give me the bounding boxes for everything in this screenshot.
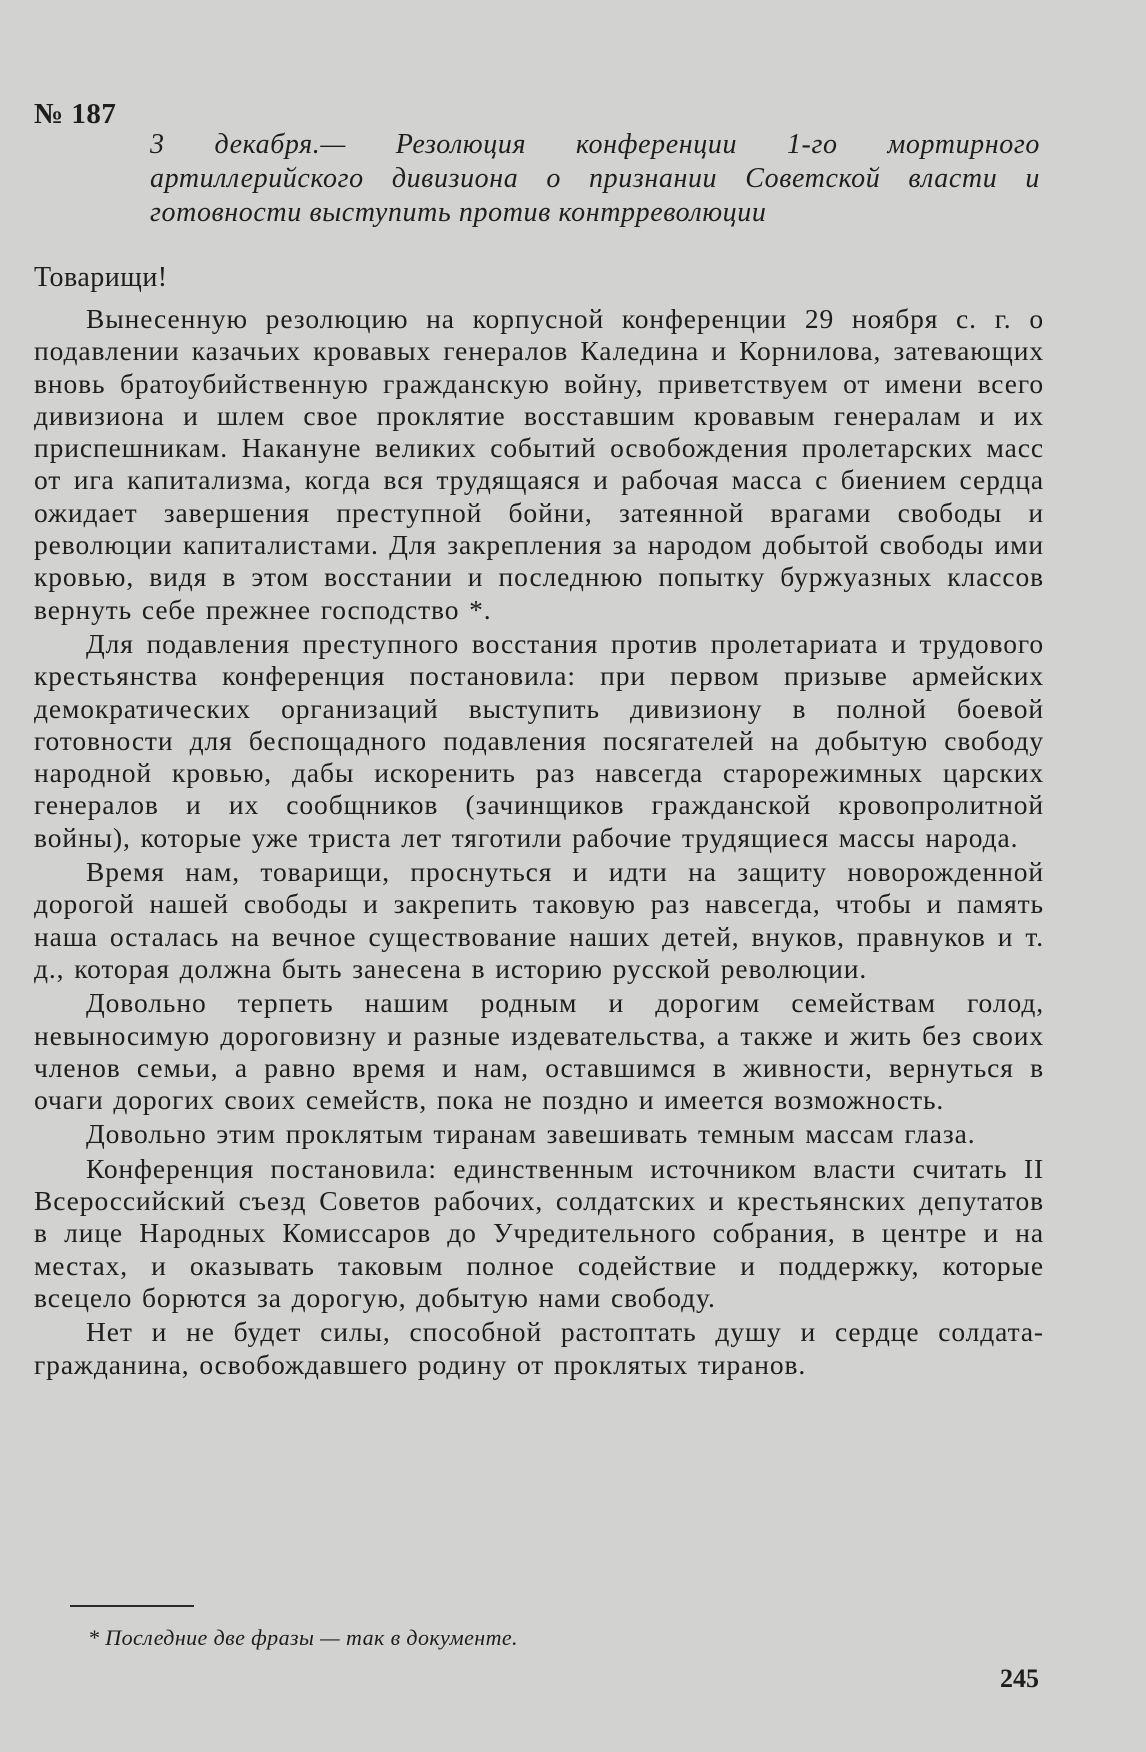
document-body (34, 303, 1044, 1383)
paragraph: Нет и не будет силы, способной растоптать душу и сердце солдата-гражданина, освобождавшего родину от проклятых тиранов. (34, 1316, 1044, 1380)
footnote: * Последние две фразы — так в документе. (88, 1625, 518, 1650)
page-number: 245 (1000, 1664, 1039, 1693)
paragraph: Время нам, товарищи, проснуться и идти на защиту новорожденной дорогой нашей свободы и закрепить таковую раз навсегда, чтобы и память наша осталась на вечное существование наших детей, внуков, правнуков и т. д., которая должна быть занесена в историю русской революции. (34, 856, 1044, 984)
document-heading: 3 декабря.— Резолюция конференции 1-го мортирного артиллерийского дивизиона о признании Советской власти и готовности выступить против контрреволюции (150, 129, 1040, 228)
document-number: № 187 (34, 98, 117, 130)
paragraph: Конференция постановила: единственным источником власти считать II Всероссийский съезд Советов рабочих, солдатских и крестьянских депутатов в лице Народных Комиссаров до Учредительного собрания, в центре и на местах, и оказывать таковым полное содействие и поддержку, которые всецело борются за дорогую, добытую нами свободу. (34, 1152, 1044, 1313)
paragraph: Для подавления преступного восстания против пролетариата и трудового крестьянства конференция постановила: при первом призыве армейских демократических организаций выступить дивизиону в полной боевой готовности для беспощадного подавления посягателей на добытую свободу народной кровью, дабы искоренить раз навсегда старорежимных царских генералов и их сообщников (зачинщиков гражданской кровопролитной войны), которые уже триста лет тяготили рабочие трудящиеся массы народа. (34, 627, 1044, 853)
paragraph: Вынесенную резолюцию на корпусной конференции 29 ноября с. г. о подавлении казачьих кровавых генералов Каледина и Корнилова, затевающих вновь братоубийственную гражданскую войну, приветствуем от имени всего дивизиона и шлем свое проклятие восставшим кровавым генералам и их приспешникам. Накануне великих событий освобождения пролетарских масс от ига капитализма, когда вся трудящаяся и рабочая масса с биением сердца ожидает завершения преступной бойни, затеянной врагами свободы и революции капиталистами. Для закрепления за народом добытой свободы ими кровью, видя в этом восстании и последнюю попытку буржуазных классов вернуть себе прежнее господство *. (34, 303, 1044, 625)
footnote-divider (70, 1605, 194, 1607)
salutation: Товарищи! (34, 262, 168, 293)
paragraph: Довольно терпеть нашим родным и дорогим семействам голод, невыносимую дороговизну и разные издевательства, а также и жить без своих членов семьи, а равно время и нам, оставшимся в живности, вернуться в очаги дорогих своих семейств, пока не поздно и имеется возможность. (34, 987, 1044, 1116)
paragraph: Довольно этим проклятым тиранам завешивать темным массам глаза. (86, 1118, 976, 1150)
